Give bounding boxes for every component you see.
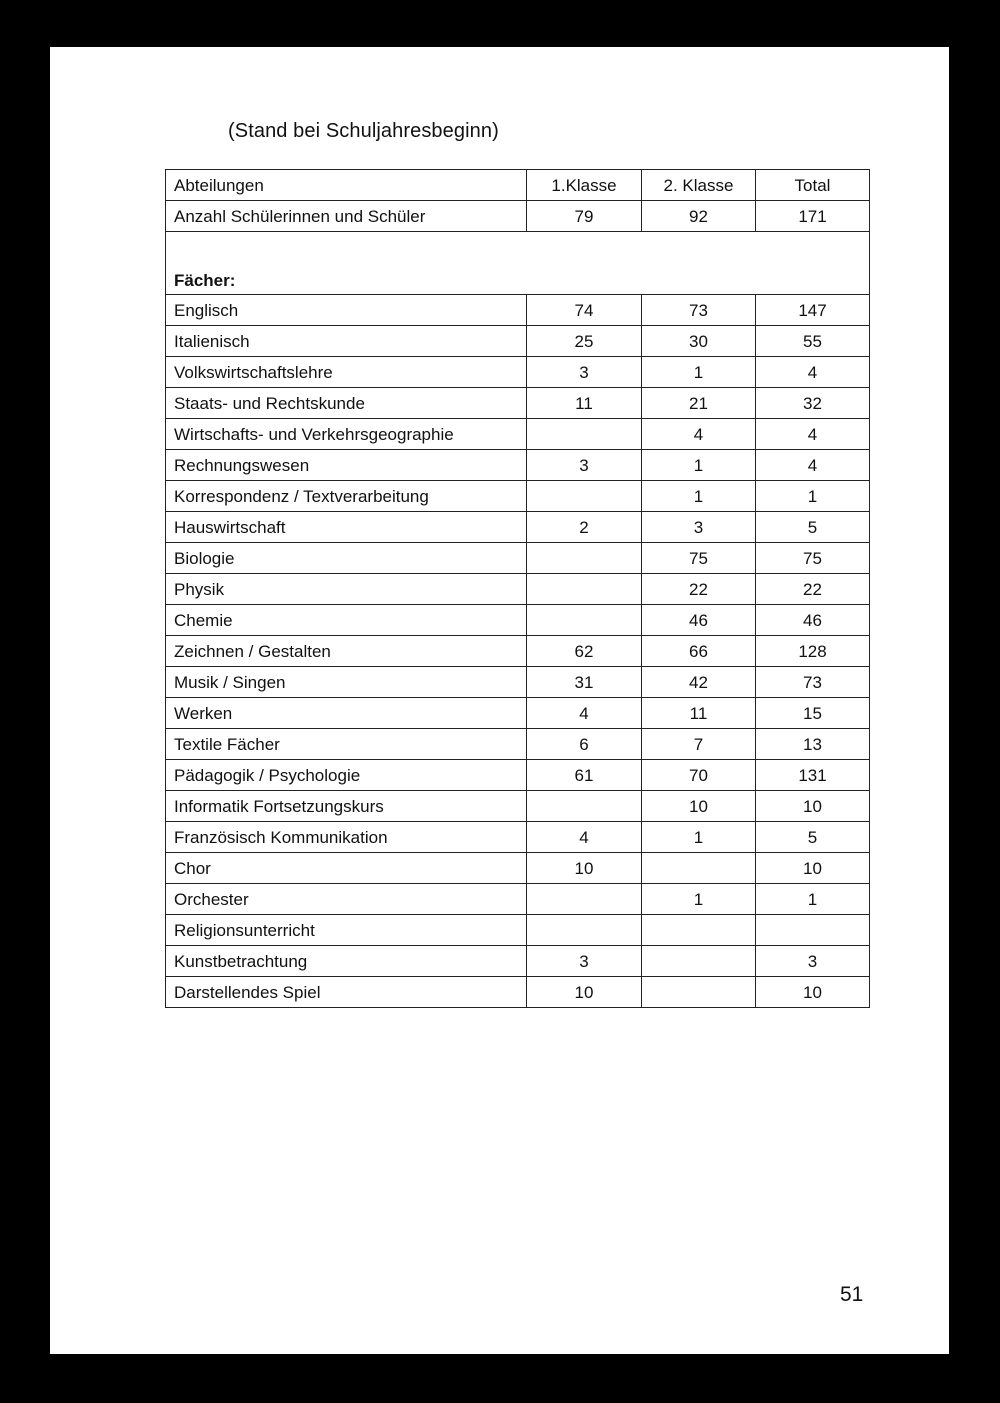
page-subtitle: (Stand bei Schuljahresbeginn): [228, 120, 499, 142]
table-row: [166, 295, 870, 326]
subject-total: 131: [756, 760, 870, 791]
subject-class-1: 3: [527, 357, 642, 388]
subject-name: Religionsunterricht: [166, 915, 527, 946]
subject-total: 5: [756, 822, 870, 853]
table-row: [166, 357, 870, 388]
subject-class-2: 66: [642, 636, 756, 667]
summary-class-2: 92: [642, 201, 756, 232]
subject-name: Zeichnen / Gestalten: [166, 636, 527, 667]
subject-total: 73: [756, 667, 870, 698]
subject-total: 4: [756, 419, 870, 450]
subject-name: Rechnungswesen: [166, 450, 527, 481]
subject-class-1: 61: [527, 760, 642, 791]
subject-total: 3: [756, 946, 870, 977]
table-row: [166, 543, 870, 574]
table-row: [166, 481, 870, 512]
subject-class-2: 1: [642, 450, 756, 481]
subject-name: Italienisch: [166, 326, 527, 357]
subject-class-1: 4: [527, 822, 642, 853]
subject-total: 22: [756, 574, 870, 605]
subject-name: Französisch Kommunikation: [166, 822, 527, 853]
document-page: [50, 47, 949, 1354]
header-cell-total: Total: [756, 170, 870, 201]
subject-name: Physik: [166, 574, 527, 605]
subject-class-2: 1: [642, 884, 756, 915]
subject-name: Englisch: [166, 295, 527, 326]
subject-total: 13: [756, 729, 870, 760]
subject-class-1: 62: [527, 636, 642, 667]
subject-class-2: [642, 915, 756, 946]
subject-class-1: [527, 481, 642, 512]
subject-name: Pädagogik / Psychologie: [166, 760, 527, 791]
subject-name: Darstellendes Spiel: [166, 977, 527, 1008]
subject-total: 1: [756, 481, 870, 512]
table-row: [166, 853, 870, 884]
table-row: [166, 760, 870, 791]
subject-class-1: [527, 791, 642, 822]
subject-class-1: 2: [527, 512, 642, 543]
subject-name: Werken: [166, 698, 527, 729]
subject-class-1: 6: [527, 729, 642, 760]
subject-name: Staats- und Rechtskunde: [166, 388, 527, 419]
subject-class-2: 75: [642, 543, 756, 574]
section-header-row: [166, 232, 870, 295]
subject-class-1: [527, 574, 642, 605]
subject-class-2: 22: [642, 574, 756, 605]
summary-class-1: 79: [527, 201, 642, 232]
subject-name: Volkswirtschaftslehre: [166, 357, 527, 388]
subject-total: 10: [756, 977, 870, 1008]
header-cell-class-1: 1.Klasse: [527, 170, 642, 201]
table-row: [166, 884, 870, 915]
section-label: Fächer:: [166, 232, 870, 295]
subject-total: 75: [756, 543, 870, 574]
subject-total: 5: [756, 512, 870, 543]
table-row: [166, 512, 870, 543]
subject-total: 4: [756, 357, 870, 388]
subject-class-1: 10: [527, 853, 642, 884]
table-row: [166, 791, 870, 822]
subject-class-1: [527, 884, 642, 915]
subject-total: 147: [756, 295, 870, 326]
table-row: [166, 977, 870, 1008]
subject-class-2: [642, 853, 756, 884]
subject-class-2: 73: [642, 295, 756, 326]
subject-total: 46: [756, 605, 870, 636]
subject-class-2: 10: [642, 791, 756, 822]
subject-class-1: [527, 543, 642, 574]
subject-class-2: 70: [642, 760, 756, 791]
table-row: [166, 729, 870, 760]
table-row: [166, 574, 870, 605]
subject-total: 1: [756, 884, 870, 915]
subject-total: 4: [756, 450, 870, 481]
subject-name: Chor: [166, 853, 527, 884]
subject-name: Biologie: [166, 543, 527, 574]
subject-total: 128: [756, 636, 870, 667]
subject-total: 32: [756, 388, 870, 419]
table-row: [166, 388, 870, 419]
subject-class-2: 21: [642, 388, 756, 419]
subject-class-2: 1: [642, 481, 756, 512]
subject-name: Orchester: [166, 884, 527, 915]
subject-name: Chemie: [166, 605, 527, 636]
subject-class-2: [642, 977, 756, 1008]
subject-class-2: 3: [642, 512, 756, 543]
subject-class-2: 42: [642, 667, 756, 698]
subject-class-2: 11: [642, 698, 756, 729]
subject-class-2: 4: [642, 419, 756, 450]
subject-class-2: [642, 946, 756, 977]
subject-name: Informatik Fortsetzungskurs: [166, 791, 527, 822]
header-cell-class-2: 2. Klasse: [642, 170, 756, 201]
table-row: [166, 636, 870, 667]
subject-class-2: 1: [642, 357, 756, 388]
subject-name: Musik / Singen: [166, 667, 527, 698]
subject-class-1: 3: [527, 450, 642, 481]
subject-name: Korrespondenz / Textverarbeitung: [166, 481, 527, 512]
table-row: [166, 946, 870, 977]
subject-total: 10: [756, 853, 870, 884]
subject-class-1: [527, 605, 642, 636]
subject-name: Wirtschafts- und Verkehrsgeographie: [166, 419, 527, 450]
subject-class-1: [527, 419, 642, 450]
subject-class-1: 3: [527, 946, 642, 977]
subject-class-1: 11: [527, 388, 642, 419]
table-row: [166, 698, 870, 729]
summary-label: Anzahl Schülerinnen und Schüler: [166, 201, 527, 232]
subject-name: Kunstbetrachtung: [166, 946, 527, 977]
table-row: [166, 822, 870, 853]
subject-total: [756, 915, 870, 946]
subject-name: Textile Fächer: [166, 729, 527, 760]
table-row: [166, 419, 870, 450]
student-statistics-table: [165, 169, 870, 1008]
table-row: [166, 450, 870, 481]
subject-class-2: 7: [642, 729, 756, 760]
subject-class-2: 1: [642, 822, 756, 853]
subject-total: 55: [756, 326, 870, 357]
table-row: [166, 605, 870, 636]
subject-class-1: 31: [527, 667, 642, 698]
table-row: [166, 326, 870, 357]
subject-total: 15: [756, 698, 870, 729]
summary-row: [166, 201, 870, 232]
table-row: [166, 667, 870, 698]
summary-total: 171: [756, 201, 870, 232]
table-header-row: [166, 170, 870, 201]
subject-class-1: [527, 915, 642, 946]
subject-name: Hauswirtschaft: [166, 512, 527, 543]
header-cell-departments: Abteilungen: [166, 170, 527, 201]
subject-class-2: 30: [642, 326, 756, 357]
page-number: 51: [840, 1283, 864, 1306]
subject-class-2: 46: [642, 605, 756, 636]
table-row: [166, 915, 870, 946]
subject-class-1: 25: [527, 326, 642, 357]
subject-class-1: 4: [527, 698, 642, 729]
subject-class-1: 74: [527, 295, 642, 326]
subject-total: 10: [756, 791, 870, 822]
subject-class-1: 10: [527, 977, 642, 1008]
